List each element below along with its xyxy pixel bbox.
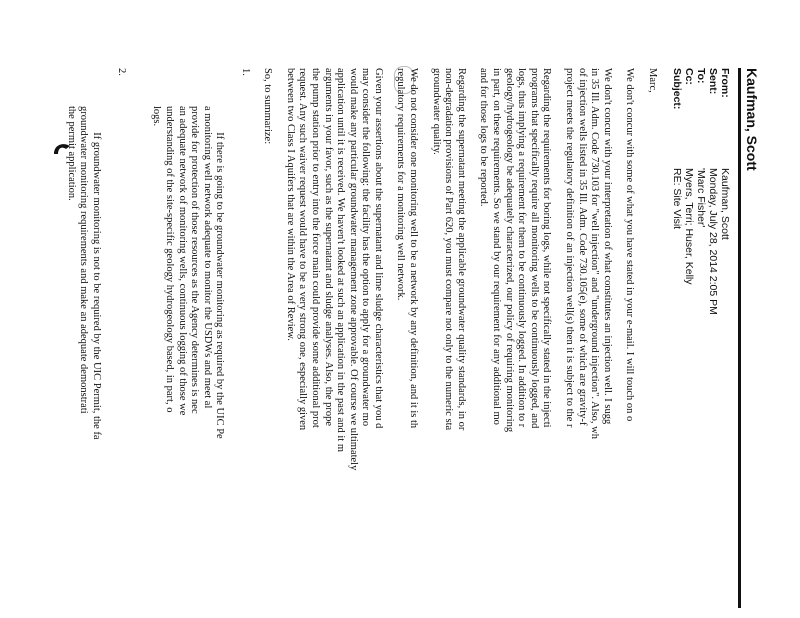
title-rule [738, 68, 741, 608]
body-paragraph: We don't concur with your interpretation of what constitutes an injection well. I sugg in 35 Ill. Adm. Code 730.103 for "well injection" and "underground injection". Also, wh of injection wells listed in 35 Ill. Adm. Code 730.105(e), some of which are gravity-f project meets the regulatory definition of an injection well(s) then it is subject to the r [564, 68, 613, 439]
body-paragraph: Given your assertions about the supernatant and lime sludge characteristics that you d may consider the following: the facility has the option to apply for a groundwater mo would make any particular groundwater management zone approvable. Of course we ultimately application until it is received. We haven't looked at such an application in the past and it m arguments in your favor, such as the supernatant and sludge analyses. Also, the prope the pump station prior to entry into the force main could provide some additional prot request. Any such waiver request would have to be a very strong one, especially given between two Class I Aquifers that are within the Area of Review. [284, 68, 384, 471]
header-value: RE: Site Visit [671, 168, 683, 230]
body-paragraph: We do not consider one monitoring well to be a network by any definition, and it is th regulatory requirements for a monitoring well network. [395, 68, 420, 429]
list-item-text: If there is going to be groundwater monitoring as required by the UIC Pe a monitoring well network adequate to monitor the USDWs and meet al provide for protection of those resources as the Agency determines is nec an adequate network of monitoring wells, continuous logging of those we understanding of the site-specific geology hydrogeology based, in part, o logs. [151, 106, 226, 439]
header-value: Monday, July 28, 2014 2:05 PM [707, 168, 719, 315]
header-label: Subject: [671, 68, 683, 110]
greeting: Marc, [647, 68, 658, 93]
email-body [42, 68, 658, 618]
sender-title: Kaufman, Scott [744, 68, 760, 171]
email-printout [64, 58, 764, 618]
header-label: Sent: [707, 68, 719, 95]
body-paragraph: Regarding the supernatant meeting the applicable groundwater quality standards, in or non-degradation provisions of Part 620, you must compare not only to the numeric sta groundwater quality. [430, 68, 467, 431]
header-label: Cc: [683, 68, 695, 85]
header-value: Myers, Terri; Huser, Kelly [683, 168, 695, 285]
header-label: To: [695, 68, 707, 84]
header-value: 'Marc Fisher' [695, 168, 707, 228]
list-item-text: If groundwater monitoring is not to be required by the UIC Permit, the fa groundwater monitoring requirements and make an adequate demonstrati the permit application. [65, 106, 103, 440]
list-item [52, 68, 128, 618]
list-number: 1. [239, 68, 251, 76]
summary-list [52, 68, 251, 618]
list-number: 2. [116, 68, 128, 76]
header-label: From: [719, 68, 731, 98]
summary-intro: So, to summarize: [262, 68, 274, 145]
body-paragraph: We don't concur with some of what you have stated in your e-mail. I will touch on o [624, 68, 636, 422]
list-item [137, 68, 250, 618]
body-paragraph: Regarding the requirements for boring logs, while not specifically stated in the injecti programs that specifically require all monitoring wells to be continuously logged, and logs, thus implying a requirement for them to be continuously logged. In addition to r geology/hydrogeology be adequately characterized, our policy of requiring monitoring in part, on these requirements. So we stand by our requirement for any additional mo and for those logs to be reported. [478, 68, 553, 433]
header-value: Kaufman, Scott [719, 168, 731, 240]
